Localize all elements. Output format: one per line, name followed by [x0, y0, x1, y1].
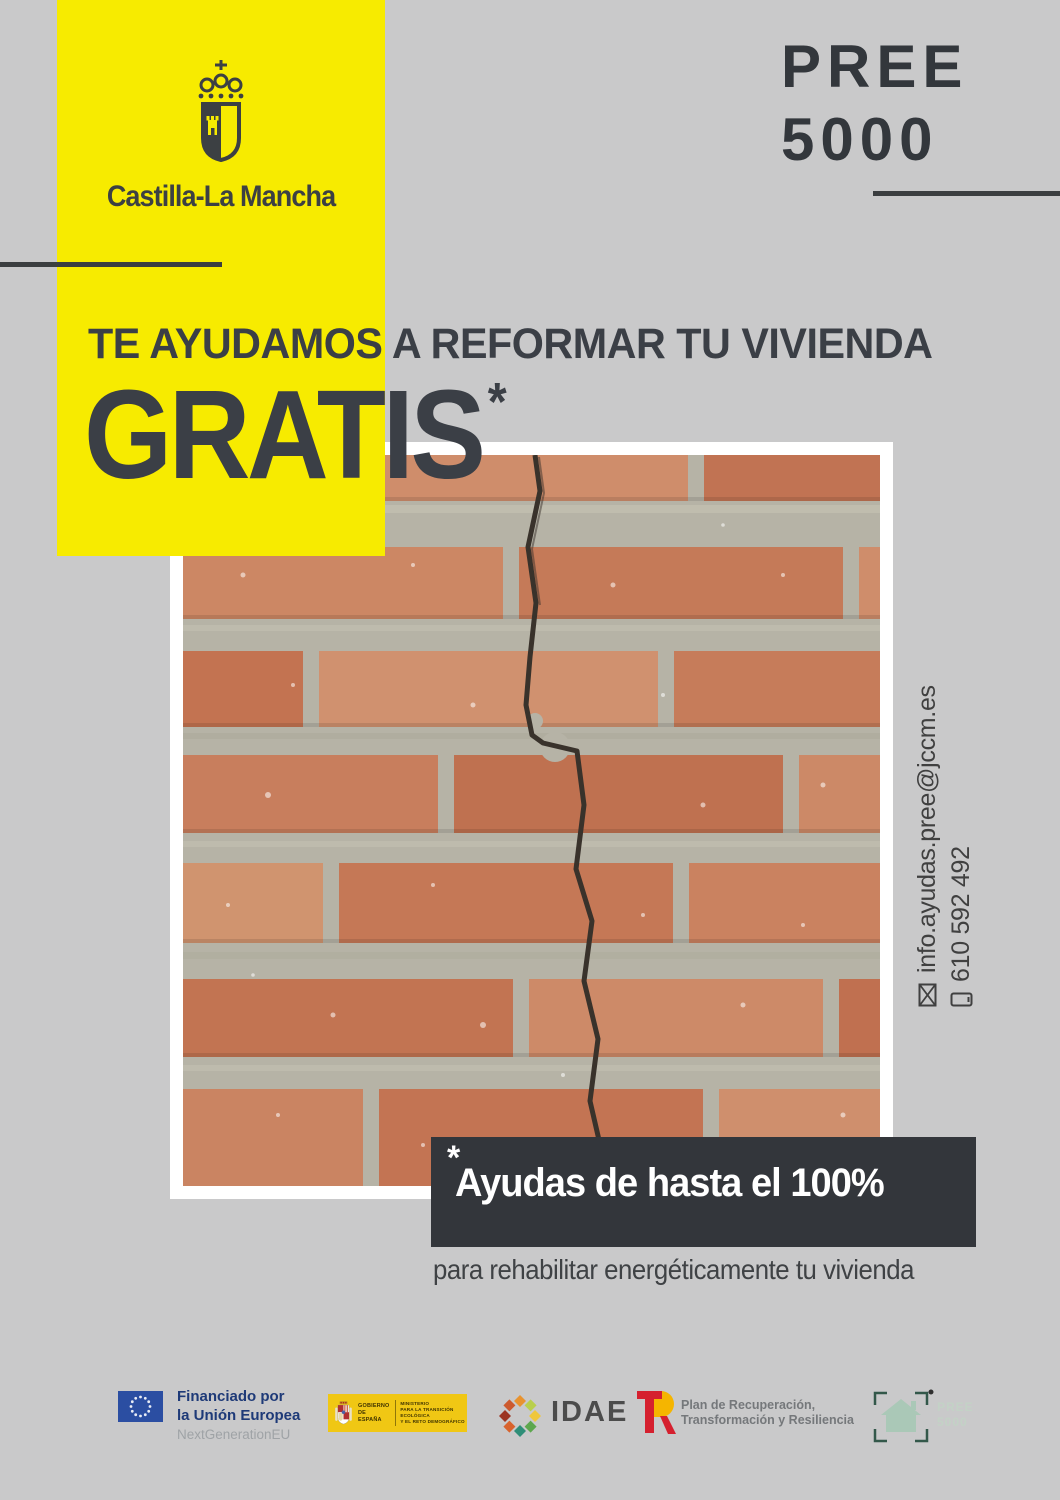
- spain-ministry-line2: PARA LA TRANSICIÓN ECOLÓGICA: [400, 1407, 454, 1418]
- spain-government-logo: [328, 1394, 467, 1432]
- contact-email: [913, 645, 942, 1007]
- gratis-word: GRATIS*: [84, 364, 507, 505]
- spain-logo-divider: [395, 1400, 396, 1426]
- spain-gov-label: [358, 1403, 390, 1424]
- plan-tr-logo-icon: [635, 1389, 677, 1435]
- brand-wordmark: Castilla-La Mancha: [106, 180, 336, 213]
- idae-logo-icon: [496, 1392, 544, 1440]
- mobile-phone-icon: [950, 992, 973, 1007]
- contact-phone: [947, 645, 976, 1007]
- spain-coat-of-arms-icon: [334, 1397, 353, 1429]
- pree5000-house-icon: [871, 1388, 976, 1446]
- contact-phone-text: 610 592 492: [947, 846, 975, 982]
- castilla-la-mancha-crest-icon: [193, 58, 249, 174]
- spain-gov-line1: GOBIERNO: [357, 1402, 390, 1409]
- accent-line-pree: [873, 191, 1060, 196]
- offer-title: Ayudas de hasta el 100%: [455, 1161, 884, 1205]
- offer-box: [431, 1137, 976, 1247]
- offer-asterisk: *: [447, 1139, 461, 1177]
- contact-email-text: info.ayudas.pree@jccm.es: [913, 685, 941, 973]
- gratis-asterisk: *: [487, 372, 507, 432]
- pree-logo-line2: 5000: [937, 1415, 968, 1429]
- accent-line-left: [0, 262, 222, 267]
- plan-line2: Transformación y Resiliencia: [681, 1413, 854, 1427]
- pree-logo-line1: PREE: [937, 1400, 974, 1414]
- eu-text-line2: la Unión Europea: [177, 1407, 301, 1424]
- spain-gov-line2: DE ESPAÑA: [357, 1409, 382, 1423]
- offer-subtitle: para rehabilitar energéticamente tu vivienda: [433, 1254, 914, 1285]
- envelope-icon: [918, 983, 937, 1007]
- program-title: [781, 30, 968, 176]
- brick-wall-photo: [183, 455, 880, 1186]
- spain-ministry-line1: MINISTERIO: [400, 1401, 430, 1406]
- plan-line1: Plan de Recuperación,: [681, 1398, 816, 1412]
- plan-label: [681, 1398, 854, 1428]
- contact-block: [913, 645, 976, 1007]
- spain-ministry-line3: Y EL RETO DEMOGRÁFICO: [400, 1419, 465, 1424]
- eu-funding-text: [177, 1387, 300, 1444]
- spain-ministry-label: [400, 1401, 467, 1425]
- program-title-line2: 5000: [781, 106, 939, 173]
- eu-text-line1: Financiado por: [177, 1388, 285, 1405]
- eu-flag-icon: [118, 1391, 163, 1422]
- idae-wordmark: IDAE: [551, 1396, 629, 1428]
- headline: TE AYUDAMOS A REFORMAR TU VIVIENDA: [88, 320, 933, 368]
- eu-text-line3: NextGenerationEU: [177, 1427, 291, 1442]
- program-title-line1: PREE: [781, 33, 969, 100]
